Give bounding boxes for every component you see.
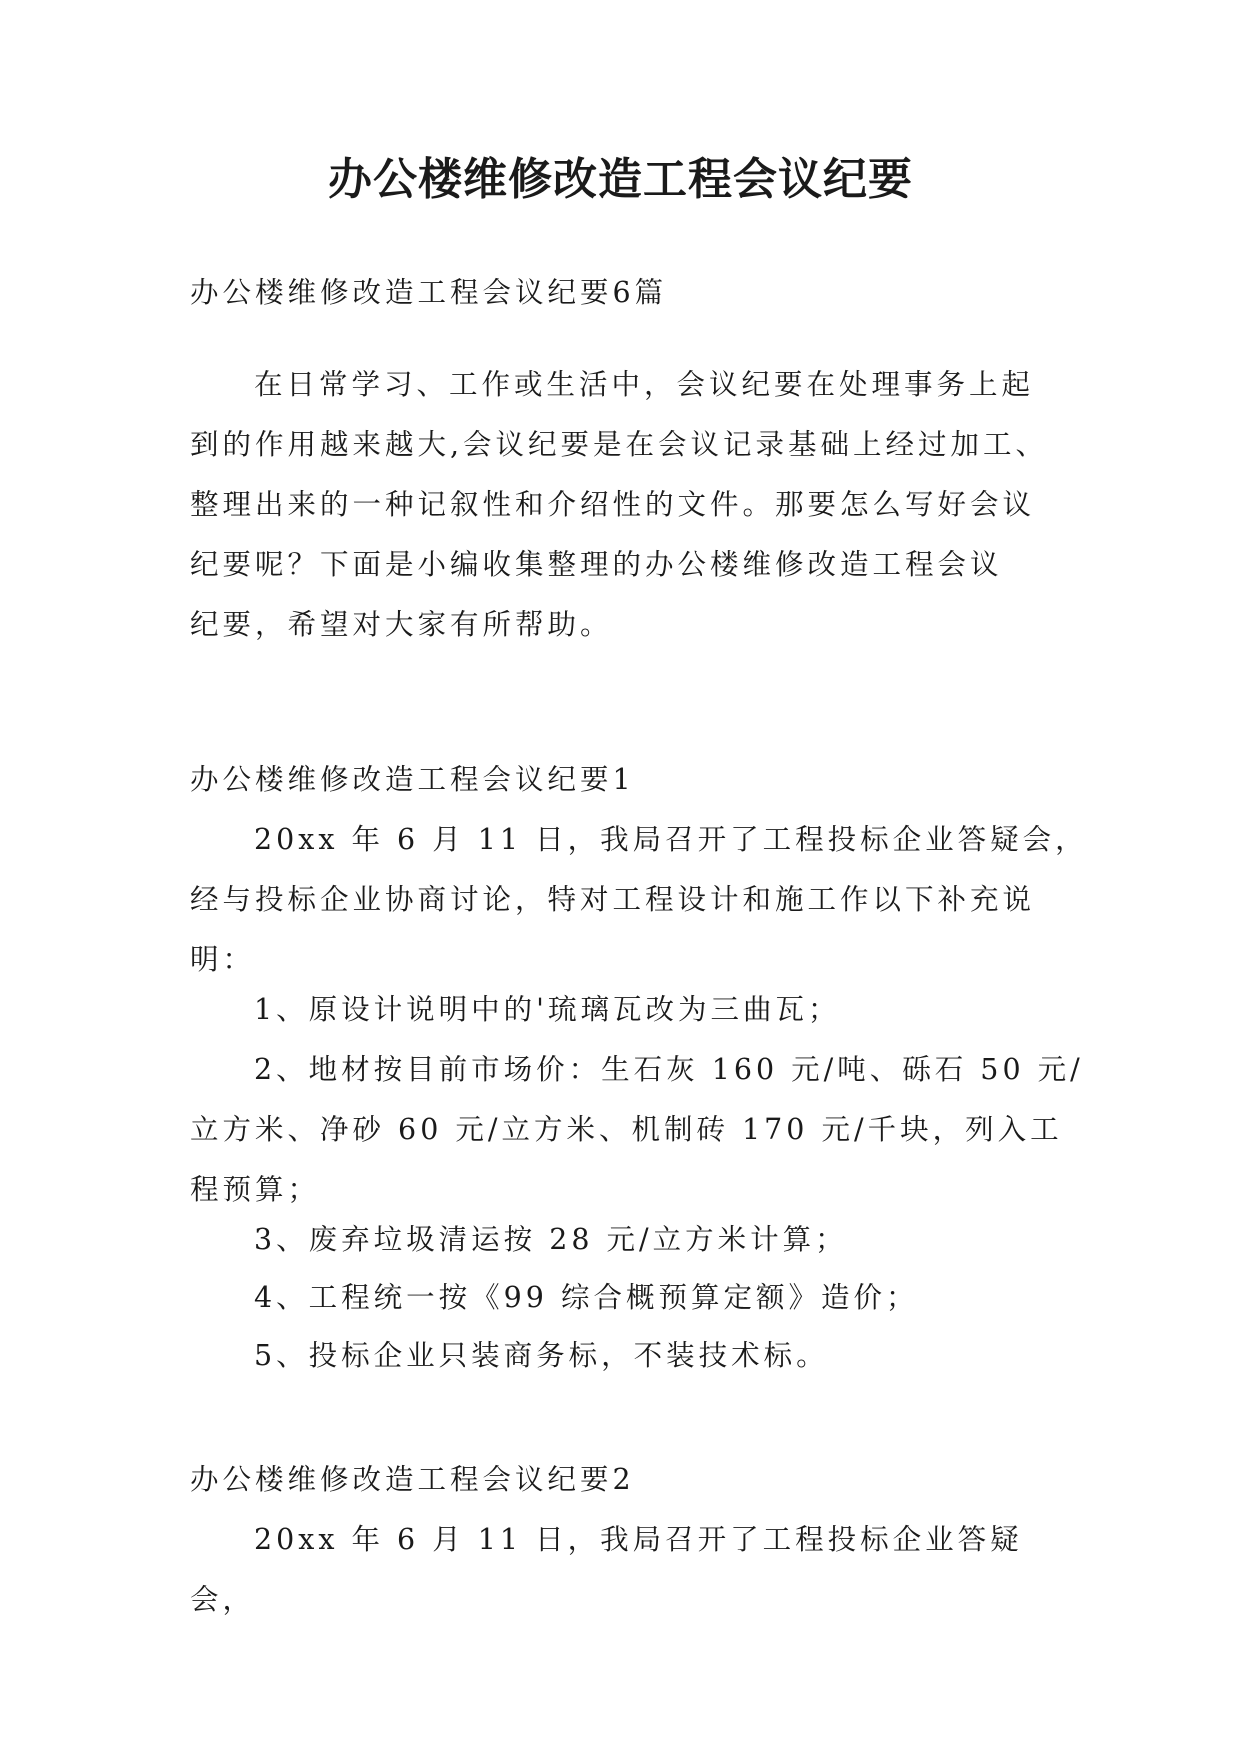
section1-heading: 办公楼维修改造工程会议纪要1	[190, 763, 635, 796]
list-item-4: 4、工程统一按《99 综合概预算定额》造价；	[254, 1281, 919, 1314]
list-item-3: 3、废弃垃圾清运按 28 元/立方米计算；	[254, 1223, 848, 1256]
section1-line: 20xx 年 6 月 11 日，我局召开了工程投标企业答疑会，	[254, 823, 1088, 856]
document-title: 办公楼维修改造工程会议纪要	[328, 154, 913, 205]
section2-paragraph: 20xx 年 6 月 11 日，我局召开了工程投标企业答疑会，	[190, 1523, 1023, 1616]
intro-line: 到的作用越来越大,会议纪要是在会议记录基础上经过加工、	[190, 428, 1049, 461]
list-item-2-line: 立方米、净砂 60 元/立方米、机制砖 170 元/千块，列入工	[190, 1113, 1063, 1146]
section1-paragraph	[190, 810, 1088, 990]
intro-line: 纪要呢？下面是小编收集整理的办公楼维修改造工程会议	[190, 548, 1003, 581]
section1-line: 明：	[190, 943, 256, 976]
intro-line: 整理出来的一种记叙性和介绍性的文件。那要怎么写好会议	[190, 488, 1036, 521]
intro-paragraph	[190, 355, 1050, 655]
list-item-2-line: 程预算；	[190, 1173, 321, 1206]
list-item-2	[190, 1040, 1084, 1220]
section1-line: 经与投标企业协商讨论，特对工程设计和施工作以下补充说	[190, 883, 1036, 916]
list-item-5: 5、投标企业只装商务标，不装技术标。	[254, 1339, 829, 1372]
section2-heading: 办公楼维修改造工程会议纪要2	[190, 1463, 635, 1496]
list-item-2-line: 2、地材按目前市场价：生石灰 160 元/吨、砾石 50 元/	[254, 1053, 1084, 1086]
document-subtitle: 办公楼维修改造工程会议纪要6篇	[190, 276, 668, 309]
list-item-1: 1、原设计说明中的'琉璃瓦改为三曲瓦；	[254, 993, 841, 1026]
intro-line: 在日常学习、工作或生活中，会议纪要在处理事务上起	[254, 368, 1035, 401]
intro-line: 纪要，希望对大家有所帮助。	[190, 608, 613, 641]
